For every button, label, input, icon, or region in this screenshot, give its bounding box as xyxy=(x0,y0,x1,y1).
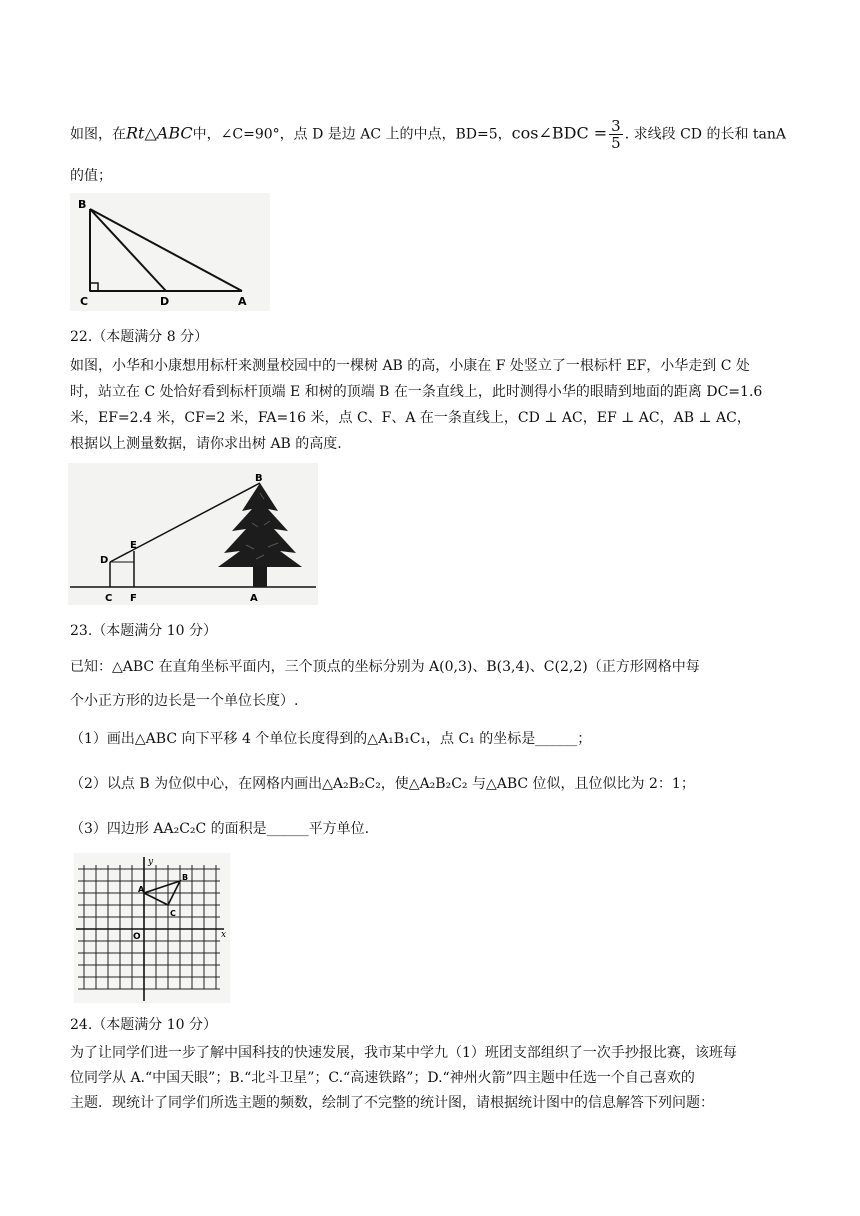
q23-part1: （1）画出△ABC 向下平移 4 个单位长度得到的△A₁B₁C₁，点 C₁ 的坐标是______； xyxy=(70,731,592,747)
q23-grid-figure xyxy=(74,853,230,1003)
q23-part3: （3）四边形 AA₂C₂C 的面积是______平方单位. xyxy=(70,821,370,837)
q22-label-a: A xyxy=(250,593,258,604)
q21-label-d: D xyxy=(160,295,170,308)
q21-triangle-figure xyxy=(70,193,270,311)
q22-header: 22.（本题满分 8 分） xyxy=(70,329,209,345)
q23-label-b: B xyxy=(182,873,189,882)
q23-label-c: C xyxy=(170,909,176,918)
q21-cos-fraction xyxy=(609,118,623,151)
q23-label-x: x xyxy=(221,930,227,940)
q23-label-y: y xyxy=(148,857,154,867)
q23-line1: 已知：△ABC 在直角坐标平面内，三个顶点的坐标分别为 A(0,3)、B(3,4)、C(2,2)（正方形网格中每 xyxy=(70,659,700,675)
q21-rt-abc: Rt△ABC xyxy=(126,123,193,143)
q22-label-c: C xyxy=(105,593,113,604)
q21-cos-label: cos∠BDC = xyxy=(511,123,608,143)
q22-line1: 如图，小华和小康想用标杆来测量校园中的一棵树 AB 的高，小康在 F 处竖立了一根标杆 EF，小华走到 C 处 xyxy=(70,358,750,374)
q21-label-a: A xyxy=(238,295,247,308)
q22-line4: 根据以上测量数据，请你求出树 AB 的高度. xyxy=(70,436,342,452)
q24-header: 24.（本题满分 10 分） xyxy=(70,1017,217,1033)
q23-part2: （2）以点 B 为位似中心，在网格内画出△A₂B₂C₂，使△A₂B₂C₂ 与△ABC 位似，且位似比为 2：1； xyxy=(70,776,695,792)
q23-label-a: A xyxy=(138,885,145,894)
q21-text-c: . 求线段 CD 的长和 tanA xyxy=(624,126,787,143)
q23-line2: 个小正方形的边长是一个单位长度）. xyxy=(70,693,299,709)
q21-line1 xyxy=(70,118,790,151)
q23-header: 23.（本题满分 10 分） xyxy=(70,623,217,639)
q21-label-b: B xyxy=(78,198,87,211)
q22-label-d: D xyxy=(100,555,109,566)
q22-tree-figure xyxy=(68,463,318,605)
q22-label-f: F xyxy=(130,593,137,604)
q24-line1: 为了让同学们进一步了解中国科技的快速发展，我市某中学九（1）班团支部组织了一次手抄报比赛，该班每 xyxy=(70,1045,737,1061)
q22-label-e: E xyxy=(130,540,137,551)
q21-text-b: 中，∠C=90°，点 D 是边 AC 上的中点，BD=5， xyxy=(192,126,512,143)
q21-label-c: C xyxy=(80,295,89,308)
q21-cos-denominator: 5 xyxy=(611,134,621,152)
q24-line2: 位同学从 A.“中国天眼”；B.“北斗卫星”；C.“高速铁路”；D.“神州火箭”四主题中任选一个自己喜欢的 xyxy=(70,1070,695,1086)
q21-text-a: 如图，在 xyxy=(70,126,126,143)
q22-line3: 米，EF=2.4 米，CF=2 米，FA=16 米，点 C、F、A 在一条直线上，CD ⊥ AC，EF ⊥ AC，AB ⊥ AC， xyxy=(70,410,751,426)
q22-label-b: B xyxy=(255,473,263,484)
q24-line3: 主题．现统计了同学们所选主题的频数，绘制了不完整的统计图，请根据统计图中的信息解答下列问题： xyxy=(70,1095,714,1111)
q22-line2: 时，站立在 C 处恰好看到标杆顶端 E 和树的顶端 B 在一条直线上，此时测得小华的眼睛到地面的距离 DC=1.6 xyxy=(70,384,763,400)
q21-line2: 的值； xyxy=(70,168,112,184)
q23-label-origin: O xyxy=(133,932,141,942)
q21-cos-numerator: 3 xyxy=(611,117,621,135)
